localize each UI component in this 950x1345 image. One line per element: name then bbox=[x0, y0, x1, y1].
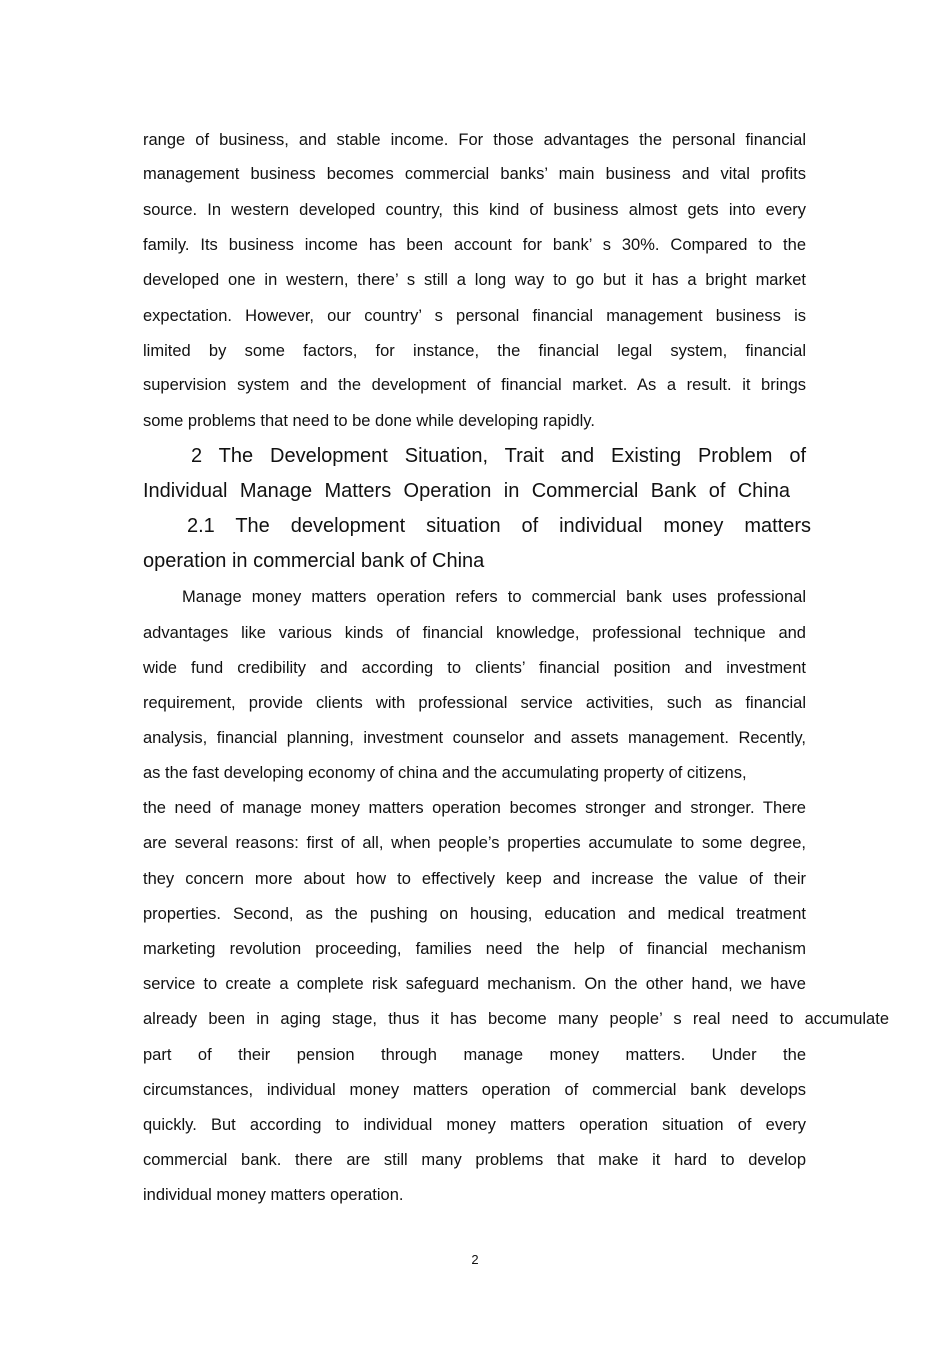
text-line: operation in commercial bank of China bbox=[143, 550, 485, 572]
text-line: part of their pension through manage money matters. Under the bbox=[143, 1046, 806, 1064]
text-line: requirement, provide clients with professional service activities, such as financial bbox=[143, 694, 806, 712]
text-line: some problems that need to be done while developing rapidly. bbox=[143, 412, 595, 430]
text-line: Individual Manage Matters Operation in Commercial Bank of China bbox=[143, 480, 790, 502]
text-line: service to create a complete risk safeguard mechanism. On the other hand, we have bbox=[143, 975, 806, 993]
text-line: circumstances, individual money matters operation of commercial bank develops bbox=[143, 1081, 806, 1099]
text-line: the need of manage money matters operation becomes stronger and stronger. There bbox=[143, 799, 806, 817]
text-line: are several reasons: first of all, when people’s properties accumulate to some degree, bbox=[143, 834, 806, 852]
text-line: expectation. However, our country’ s personal financial management business is bbox=[143, 307, 806, 325]
text-line: Manage money matters operation refers to commercial bank uses professional bbox=[182, 588, 806, 606]
text-line: individual money matters operation. bbox=[143, 1186, 404, 1204]
text-line: analysis, financial planning, investment counselor and assets management. Recently, bbox=[143, 729, 806, 747]
text-line: quickly. But according to individual money matters operation situation of every bbox=[143, 1116, 806, 1134]
text-line: source. In western developed country, this kind of business almost gets into every bbox=[143, 201, 806, 219]
text-line: limited by some factors, for instance, the financial legal system, financial bbox=[143, 342, 806, 360]
text-line: properties. Second, as the pushing on housing, education and medical treatment bbox=[143, 905, 806, 923]
text-line: management business becomes commercial banks’ main business and vital profits bbox=[143, 165, 806, 183]
text-line: range of business, and stable income. For those advantages the personal financial bbox=[143, 131, 806, 149]
text-line: as the fast developing economy of china and the accumulating property of citizens, bbox=[143, 764, 747, 782]
page-number: 2 bbox=[471, 1252, 479, 1267]
text-line: advantages like various kinds of financial knowledge, professional technique and bbox=[143, 624, 806, 642]
text-line: 2 The Development Situation, Trait and Existing Problem of bbox=[191, 445, 806, 467]
text-line: supervision system and the development of financial market. As a result. it brings bbox=[143, 376, 806, 394]
text-line: marketing revolution proceeding, families need the help of financial mechanism bbox=[143, 940, 806, 958]
text-line: 2.1 The development situation of individual money matters bbox=[187, 515, 811, 537]
text-line: wide fund credibility and according to clients’ financial position and investment bbox=[143, 659, 806, 677]
text-line: family. Its business income has been account for bank’ s 30%. Compared to the bbox=[143, 236, 806, 254]
text-line: already been in aging stage, thus it has become many people’ s real need to accumulate bbox=[143, 1010, 889, 1028]
text-line: developed one in western, there’ s still a long way to go but it has a bright market bbox=[143, 271, 806, 289]
text-line: they concern more about how to effectively keep and increase the value of their bbox=[143, 870, 806, 888]
text-line: commercial bank. there are still many problems that make it hard to develop bbox=[143, 1151, 806, 1169]
